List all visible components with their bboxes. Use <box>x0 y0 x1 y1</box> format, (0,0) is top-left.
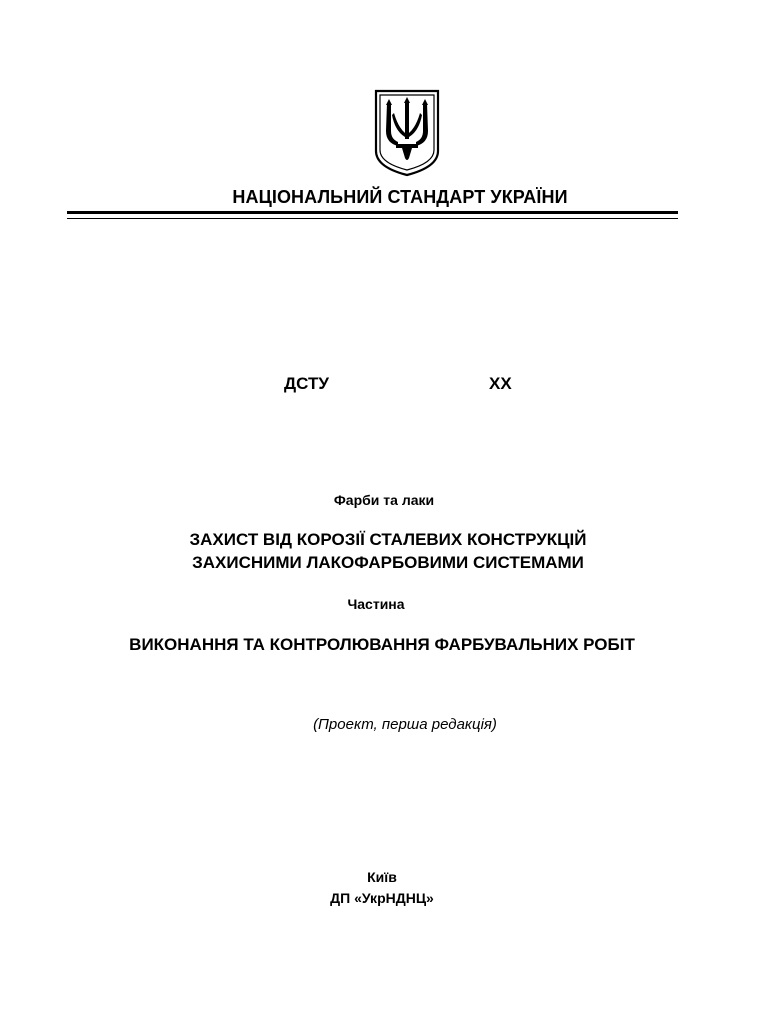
title-rule-thick <box>67 211 678 214</box>
document-subtitle: ВИКОНАННЯ ТА КОНТРОЛЮВАННЯ ФАРБУВАЛЬНИХ РОБІТ <box>129 635 635 654</box>
publication-city: Київ <box>367 869 397 885</box>
standard-designation-label: ДСТУ <box>284 374 329 393</box>
national-standard-title: НАЦІОНАЛЬНИЙ СТАНДАРТ УКРАЇНИ <box>232 187 568 207</box>
document-category: Фарби та лаки <box>333 492 435 508</box>
document-title-line: ЗАХИСНИМИ ЛАКОФАРБОВИМИ СИСТЕМАМИ <box>192 553 584 572</box>
document-title-line: ЗАХИСТ ВІД КОРОЗІЇ СТАЛЕВИХ КОНСТРУКЦІЙ <box>189 530 587 549</box>
publishing-organization: ДП «УкрНДНЦ» <box>330 890 434 906</box>
standard-designation-number: XX <box>489 374 512 393</box>
part-label: Частина <box>347 596 405 612</box>
tryzub-coat-of-arms-icon <box>374 89 440 177</box>
draft-note: (Проект, перша редакція) <box>313 716 497 733</box>
title-rule-thin <box>67 218 678 219</box>
